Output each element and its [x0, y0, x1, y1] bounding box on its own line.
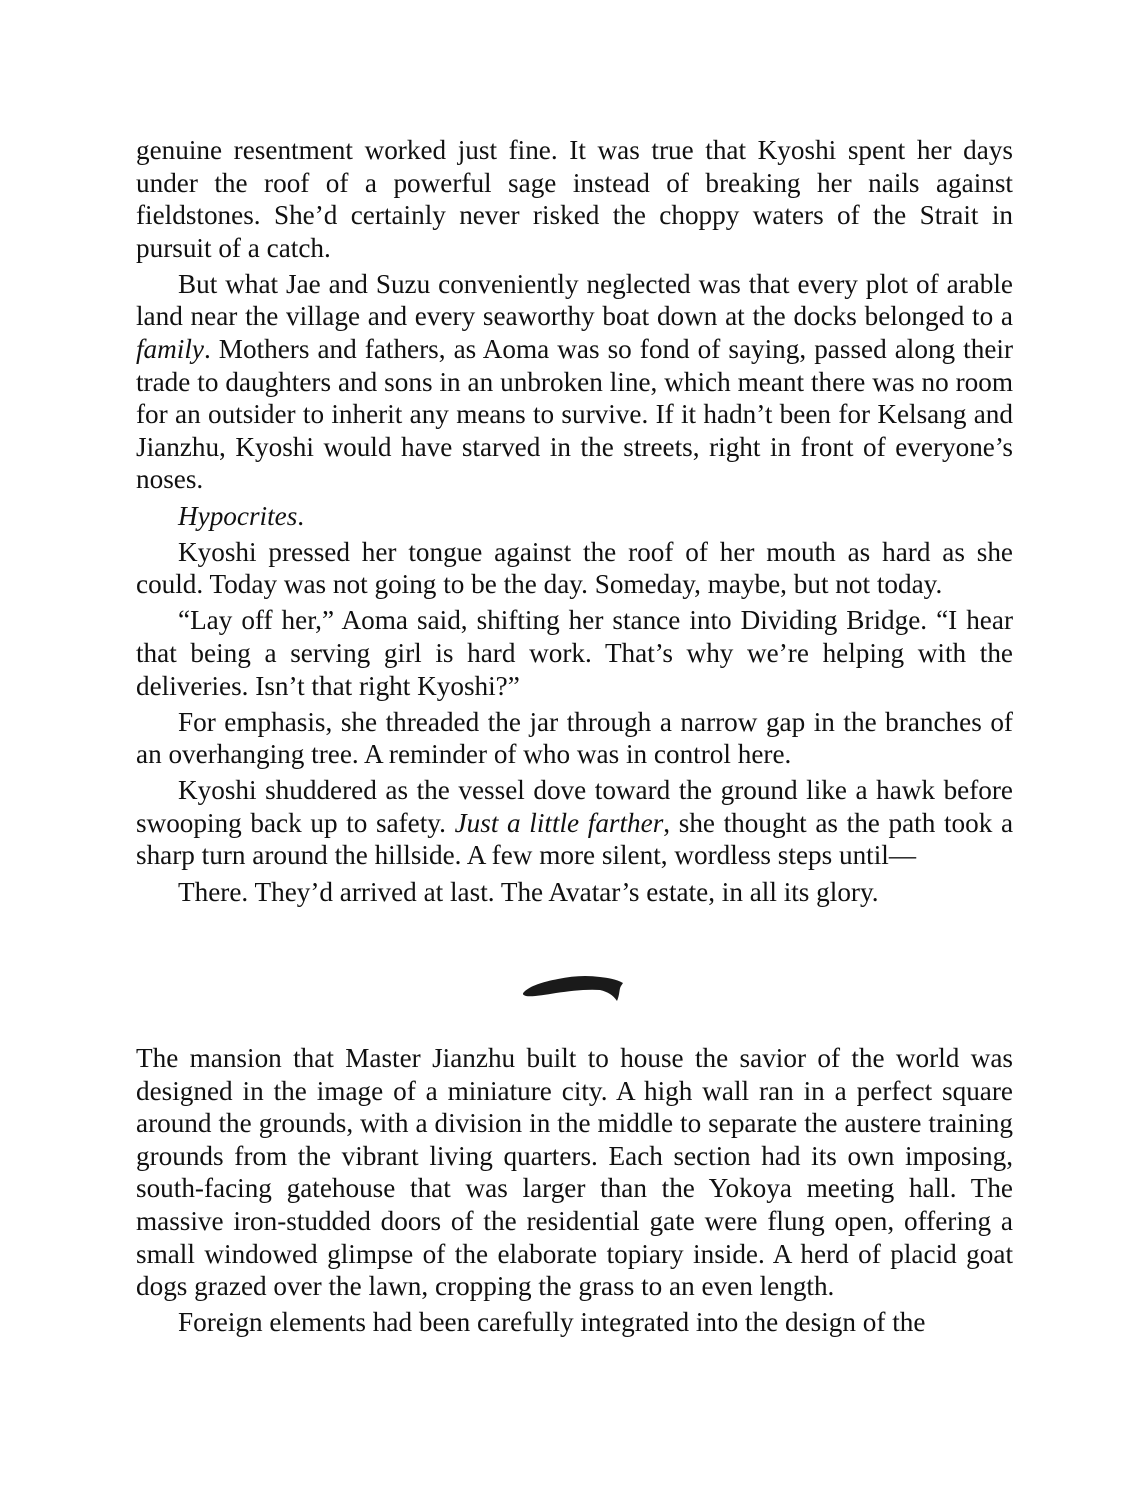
text-run: , she thought as the path took a sharp turn around the hillside. A few more silent, wordless steps until— [136, 807, 1014, 871]
text-section-1 [136, 134, 1013, 912]
text-run: . [297, 500, 305, 531]
text-run: . Mothers and fathers, as Aoma was so fond of saying, passed along their trade to daughters and sons in an unbroken line, which meant there was no room for an outsider to inherit any means to survive. If it hadn’t been for Kelsang and Jianzhu, Kyoshi would have starved in the streets, right in front of everyone’s noses. [136, 334, 1013, 495]
paragraph [136, 134, 1013, 264]
paragraph [136, 500, 1013, 533]
brush-stroke-divider-icon [520, 970, 628, 1006]
text-section-2 [136, 1042, 1013, 1342]
text-run: But what Jae and Suzu conveniently neglected was that every plot of arable land near the village and every seaworthy boat down at the docks belonged to a [136, 268, 1013, 332]
paragraph [136, 1042, 1013, 1303]
text-run: For emphasis, she threaded the jar through a narrow gap in the branches of an overhanging tree. A reminder of who was in control here. [136, 706, 1013, 770]
text-run: The mansion that Master Jianzhu built to house the savior of the world was designed in the image of a miniature city. A high wall ran in a perfect square around the grounds, with a division in the middle to separate the austere training grounds from the vibrant living quarters. Each section had its own imposing, south-facing gatehouse that was larger than the Yokoya meeting hall. The massive iron-studded doors of the residential gate were flung open, offering a small windowed glimpse of the elaborate topiary inside. A herd of placid goat dogs grazed over the lawn, cropping the grass to an even length. [136, 1043, 1013, 1302]
brush-stroke-shape [523, 976, 623, 1001]
text-run: Kyoshi pressed her tongue against the roof of her mouth as hard as she could. Today was not going to be the day. Someday, maybe, but not today. [136, 536, 1013, 600]
text-run: genuine resentment worked just fine. It was true that Kyoshi spent her days under the roof of a powerful sage instead of breaking her nails against fieldstones. She’d certainly never risked the choppy waters of the Strait in pursuit of a catch. [136, 135, 1013, 263]
paragraph [136, 1306, 1013, 1339]
text-run: Foreign elements had been carefully integrated into the design of the [178, 1307, 926, 1338]
paragraph [136, 536, 1013, 601]
paragraph [136, 876, 1013, 909]
emphasis-text: Just a little farther [454, 807, 664, 838]
text-run: “Lay off her,” Aoma said, shifting her stance into Dividing Bridge. “I hear that being a serving girl is hard work. That’s why we’re helping with the deliveries. Isn’t that right Kyoshi?” [136, 605, 1013, 701]
paragraph [136, 706, 1013, 771]
emphasis-text: family [136, 334, 204, 365]
paragraph [136, 774, 1013, 872]
paragraph [136, 268, 1013, 496]
text-run: Kyoshi shuddered as the vessel dove toward the ground like a hawk before swooping back up to safety. [136, 775, 1013, 838]
paragraph [136, 604, 1013, 702]
emphasis-text: Hypocrites [178, 500, 298, 531]
text-run: There. They’d arrived at last. The Avatar’s estate, in all its glory. [178, 876, 879, 907]
